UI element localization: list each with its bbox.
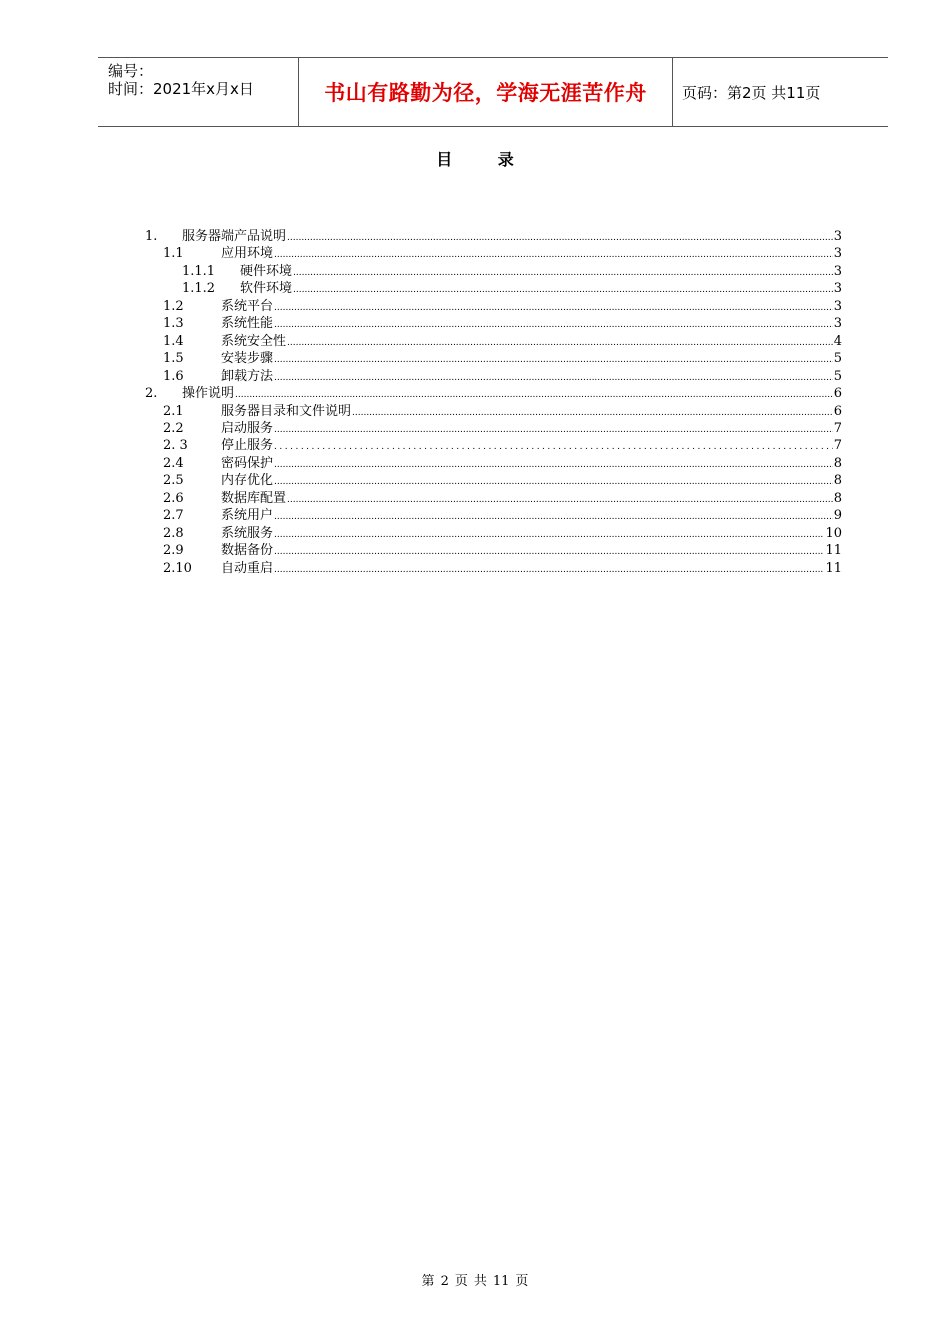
toc-entry-text (221, 333, 842, 352)
toc-entry-text (182, 228, 842, 247)
toc-dot-leader (274, 509, 833, 526)
toc-entry[interactable] (0, 333, 950, 350)
toc-entry-page: 11 (825, 543, 842, 559)
toc-dot-leader (287, 492, 833, 509)
toc-entry-text (221, 315, 842, 334)
toc-entry[interactable] (0, 507, 950, 524)
toc-entry-label: 数据库配置 (221, 490, 287, 506)
toc-entry-number: 1.2 (163, 298, 184, 314)
toc-entry[interactable] (0, 298, 950, 315)
footer-prefix: 第 (421, 1274, 435, 1289)
toc-dot-leader (293, 282, 833, 299)
toc-entry[interactable] (0, 280, 950, 297)
toc-entry-label: 系统性能 (221, 316, 274, 332)
toc-dot-leader (274, 562, 824, 579)
toc-entry-label: 内存优化 (221, 473, 274, 489)
toc-entry-number: 2.9 (163, 543, 184, 559)
header-motto: 书山有路勤为径，学海无涯苦作舟 (299, 58, 673, 126)
toc-entry-page: 8 (833, 455, 842, 471)
toc-entry-page: 8 (833, 490, 842, 506)
toc-entry-label: 系统用户 (221, 508, 274, 524)
toc-entry-text (221, 542, 842, 561)
toc-dot-leader (274, 544, 824, 561)
toc-entry-label: 硬件环境 (240, 263, 293, 279)
toc-entry-label: 安装步骤 (221, 351, 274, 367)
toc-entry[interactable] (0, 525, 950, 542)
toc-entry-label: 停止服务 (221, 438, 274, 454)
toc-entry-number: 1. (145, 229, 158, 244)
footer-mid: 页 (454, 1274, 468, 1289)
toc-entry-text (221, 403, 842, 422)
toc-entry-page: 6 (833, 403, 842, 419)
page-header (98, 57, 888, 127)
toc-dot-leader (274, 352, 833, 369)
toc-entry-page: 3 (833, 229, 842, 244)
toc-entry-page: 4 (833, 333, 842, 349)
toc-dot-leader (274, 317, 833, 334)
toc-entry-page: 10 (825, 525, 842, 541)
toc-dot-leader (274, 300, 833, 317)
toc-entry-page: 3 (833, 246, 842, 262)
toc-entry[interactable] (0, 420, 950, 437)
toc-entry-number: 2.10 (163, 560, 192, 576)
toc-entry-label: 数据备份 (221, 543, 274, 559)
footer-suffix: 页 (515, 1274, 529, 1289)
toc-entry-text (240, 280, 842, 299)
toc-entry[interactable] (0, 368, 950, 385)
toc-entry-number: 1.1 (163, 246, 184, 262)
footer-total-pages: 11 (492, 1274, 510, 1289)
toc-dot-leader (274, 370, 833, 387)
toc-entry-number: 1.1.1 (182, 263, 216, 279)
toc-title: 目 录 (436, 150, 534, 169)
toc-entry-number: 2.5 (163, 473, 184, 489)
toc-entry-number: 2.4 (163, 455, 184, 471)
toc-entry-text (221, 420, 842, 439)
toc-entry[interactable] (0, 263, 950, 280)
toc-entry-page: 11 (825, 560, 842, 576)
toc-entry-number: 1.1.2 (182, 281, 216, 297)
toc-entry-page: 3 (833, 298, 842, 314)
document-date: 时间：2021年x月x日 (108, 80, 254, 98)
toc-entry-number: 2.7 (163, 508, 184, 524)
toc-entry-page: 7 (833, 438, 842, 454)
toc-entry-page: 3 (833, 281, 842, 297)
toc-entry-label: 卸载方法 (221, 368, 274, 384)
toc-dot-leader (293, 265, 833, 282)
toc-entry-text (221, 560, 842, 579)
toc-dot-leader (287, 335, 833, 352)
footer-page-number: 2 (440, 1274, 449, 1289)
footer-total-prefix: 共 (473, 1274, 487, 1289)
toc-entry-number: 2.8 (163, 525, 184, 541)
toc-entry-text (240, 263, 842, 282)
toc-entry-text (221, 245, 842, 264)
toc-entry[interactable] (0, 385, 950, 402)
toc-entry-page: 5 (833, 368, 842, 384)
toc-entry[interactable] (0, 315, 950, 332)
toc-entry-label: 系统平台 (221, 298, 274, 314)
page-footer (0, 1270, 950, 1289)
toc-entry[interactable] (0, 542, 950, 559)
toc-entry-page: 6 (833, 386, 842, 402)
toc-entry[interactable] (0, 455, 950, 472)
document-number-label: 编号： (108, 62, 154, 80)
toc-entry-page: 8 (833, 473, 842, 489)
toc-dot-leader (287, 230, 833, 247)
toc-entry-label: 密码保护 (221, 455, 274, 471)
toc-entry-label: 服务器端产品说明 (182, 229, 287, 244)
toc-entry-number: 1.5 (163, 351, 184, 367)
toc-entry-text (221, 455, 842, 474)
toc-entry-number: 2. (145, 386, 158, 402)
toc-entry-label: 自动重启 (221, 560, 274, 576)
toc-entry-number: 1.4 (163, 333, 184, 349)
toc-entry-label: 启动服务 (221, 420, 274, 436)
toc-dot-leader (235, 387, 833, 404)
toc-entry[interactable] (0, 560, 950, 577)
toc-entry-page: 3 (833, 263, 842, 279)
toc-entry-label: 系统服务 (221, 525, 274, 541)
header-meta (98, 58, 299, 126)
toc-entry-text (221, 298, 842, 317)
toc-entry-page: 3 (833, 316, 842, 332)
toc-entry-number: 2.1 (163, 403, 184, 419)
toc-entry-page: 9 (833, 508, 842, 524)
toc-entry[interactable] (0, 437, 950, 454)
toc-entry-number: 2.2 (163, 420, 184, 436)
toc-entry-text (221, 507, 842, 526)
toc-dot-leader (274, 422, 833, 439)
toc-entry-number: 1.3 (163, 316, 184, 332)
toc-entry-label: 软件环境 (240, 281, 293, 297)
toc-entry[interactable] (0, 490, 950, 507)
toc-dot-leader (274, 439, 833, 456)
toc-entry-text (221, 490, 842, 509)
toc-entry-text (221, 368, 842, 387)
toc-entry-number: 1.6 (163, 368, 184, 384)
toc-dot-leader (274, 247, 833, 264)
toc-entry-label: 服务器目录和文件说明 (221, 403, 352, 419)
toc-dot-leader (274, 457, 833, 474)
toc-entry-label: 应用环境 (221, 246, 274, 262)
toc-dot-leader (274, 474, 833, 491)
toc-entry-text (182, 385, 842, 404)
toc-entry-number: 2.6 (163, 490, 184, 506)
toc-entry-page: 5 (833, 351, 842, 367)
toc-entry-number: 2. 3 (163, 438, 188, 454)
header-page-info: 页码：第2页 共11页 (682, 83, 821, 102)
toc-entry-text (221, 525, 842, 544)
toc-entry-text (221, 350, 842, 369)
toc-dot-leader (274, 527, 824, 544)
toc-entry-text (221, 472, 842, 491)
toc-entry[interactable] (0, 228, 950, 245)
toc-entry-label: 操作说明 (182, 386, 235, 402)
toc-entry-page: 7 (833, 420, 842, 436)
toc-entry[interactable] (0, 350, 950, 367)
toc-entry[interactable] (0, 245, 950, 262)
toc-entry[interactable] (0, 403, 950, 420)
toc-entry-label: 系统安全性 (221, 333, 287, 349)
toc-entry[interactable] (0, 472, 950, 489)
toc-entry-text (221, 437, 842, 456)
toc-dot-leader (352, 405, 833, 422)
